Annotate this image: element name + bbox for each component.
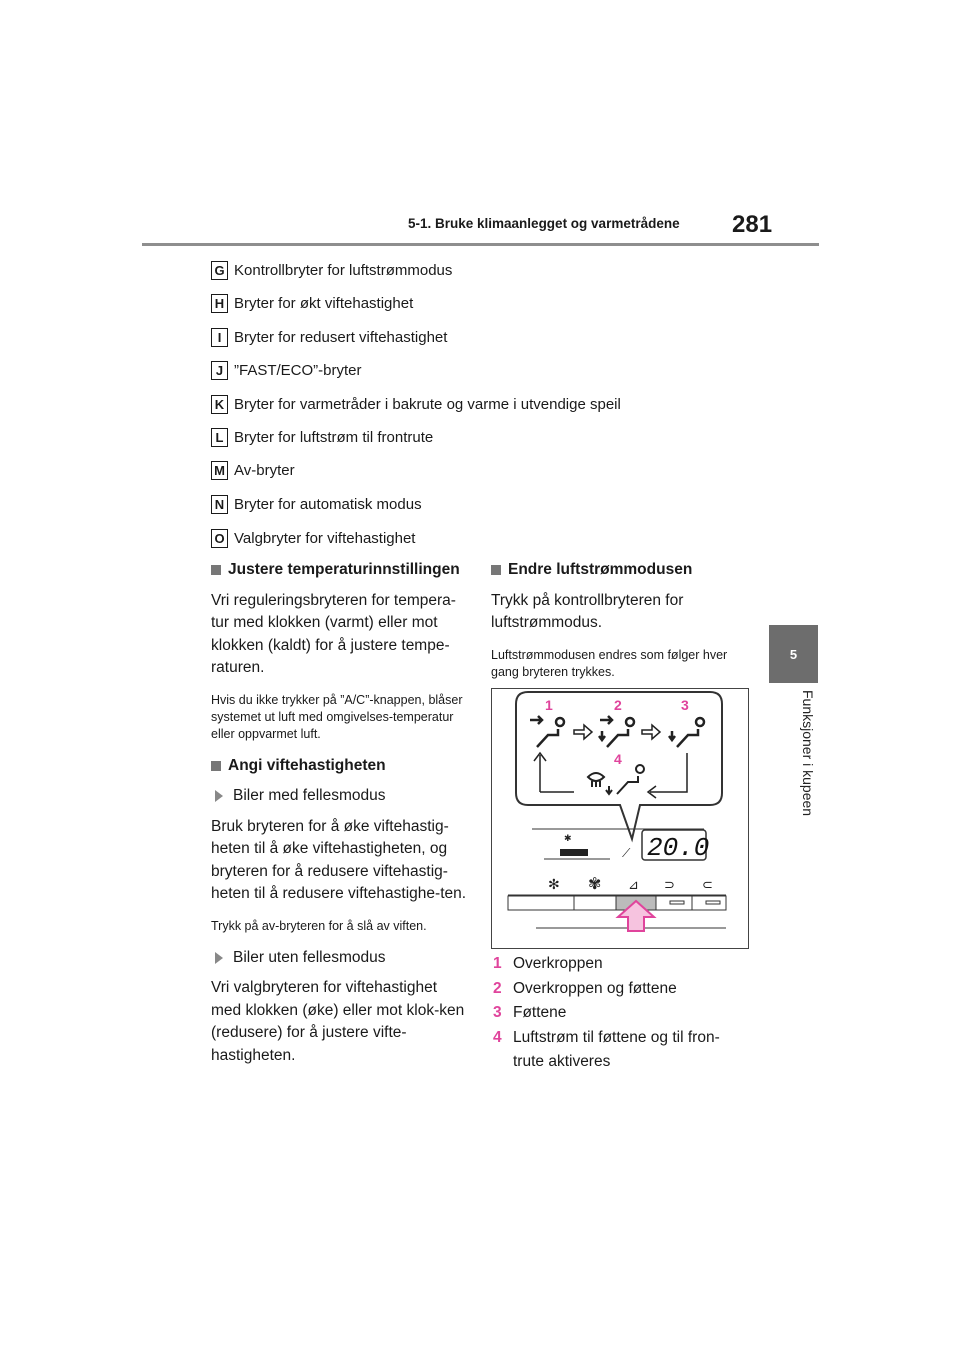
bullet-square-icon	[491, 565, 501, 575]
legend-item	[211, 325, 447, 349]
legend-item	[211, 258, 452, 282]
callout-number: 2	[614, 697, 622, 713]
legend-text: Bryter for varmetråder i bakrute og varme i utvendige speil	[234, 395, 621, 413]
header-divider	[142, 243, 819, 246]
note-text: Trykk på av-bryteren for å slå av viften.	[211, 918, 427, 933]
airflow-mode-icon: ⊿	[628, 877, 639, 892]
section-title: 5-1. Bruke klimaanlegget og varmetrådene	[408, 216, 680, 231]
callout-number: 4	[614, 751, 622, 767]
fan-icon: ✻	[548, 876, 560, 892]
key-label: N	[211, 495, 228, 514]
chapter-tab[interactable]: 5	[769, 625, 818, 683]
recirculate-icon: ⊃	[664, 877, 675, 892]
triangle-bullet-icon	[215, 790, 223, 802]
legend-text: Bryter for luftstrøm til frontrute	[234, 428, 434, 446]
body-text: Trykk på kontrollbryteren for luftstrømmodus.	[491, 591, 684, 631]
fan-small-icon: ✱	[564, 833, 572, 843]
section-heading: Justere temperaturinnstillingen	[211, 559, 467, 582]
callout-number: 1	[545, 697, 553, 713]
list-item: 4 Luftstrøm til føttene og til fron-trute aktiveres	[493, 1028, 720, 1070]
temperature-display: 20.0	[647, 833, 710, 863]
subheading: Biler uten fellesmodus	[211, 947, 467, 970]
legend-item	[211, 458, 295, 482]
callout-number: 3	[681, 697, 689, 713]
legend-item	[211, 492, 422, 516]
fresh-air-icon: ⊂	[702, 877, 713, 892]
legend-item	[211, 358, 362, 382]
fan-level-bars	[560, 849, 588, 856]
legend-item	[211, 291, 413, 315]
right-column	[491, 559, 747, 693]
legend-text: Bryter for redusert viftehastighet	[234, 328, 448, 346]
left-column	[211, 559, 467, 1079]
legend-text: Valgbryter for viftehastighet	[234, 529, 416, 547]
triangle-bullet-icon	[215, 952, 223, 964]
page-number: 281	[732, 211, 773, 238]
mode-indicator-icon: ⟋	[622, 846, 631, 860]
body-text: Vri valgbryteren for viftehastighet med klokken (øke) eller mot klok-ken (redusere) for å justere vifte-hastigheten.	[211, 979, 465, 1064]
list-item: 1 Overkroppen	[493, 955, 603, 972]
legend-text: ”FAST/ECO”-bryter	[234, 361, 362, 379]
key-label: G	[211, 261, 228, 280]
legend-text: Bryter for økt viftehastighet	[234, 294, 414, 312]
legend-item	[211, 425, 433, 449]
airflow-illustration	[492, 689, 748, 948]
key-label: H	[211, 294, 228, 313]
legend-text: Av-bryter	[234, 461, 295, 479]
key-label: M	[211, 461, 228, 480]
fan-large-icon: ✾	[588, 876, 602, 893]
bullet-square-icon	[211, 565, 221, 575]
key-label: O	[211, 529, 228, 548]
subheading: Biler med fellesmodus	[211, 785, 467, 808]
legend-item	[211, 526, 415, 550]
chapter-title: Funksjoner i kupeen	[800, 690, 816, 817]
key-label: K	[211, 395, 228, 414]
note-text: Hvis du ikke trykker på ”A/C”-knappen, blåser systemet ut luft med omgivelses-temperatur eller oppvarmet luft.	[211, 692, 463, 741]
key-label: J	[211, 361, 228, 380]
legend-text: Bryter for automatisk modus	[234, 495, 422, 513]
key-label: L	[211, 428, 228, 447]
legend-item	[211, 392, 621, 416]
note-text: Luftstrømmodusen endres som følger hver gang bryteren trykkes.	[491, 647, 728, 679]
key-label: I	[211, 328, 228, 347]
mode-list	[493, 952, 749, 1075]
section-heading: Angi viftehastigheten	[211, 755, 467, 778]
section-heading: Endre luftstrømmodusen	[491, 559, 747, 582]
legend-text: Kontrollbryter for luftstrømmodus	[234, 261, 453, 279]
airflow-mode-figure	[491, 688, 749, 949]
body-text: Vri reguleringsbryteren for tempera-tur med klokken (varmt) eller mot klokken (kaldt) for å justere tempe-raturen.	[211, 591, 456, 676]
list-item: 2 Overkroppen og føttene	[493, 979, 677, 997]
body-text: Bruk bryteren for å øke viftehastig-heten til å øke viftehastigheten, og bryteren for å redusere viftehastig-heten til å redusere viftehastighe-ten.	[211, 817, 467, 902]
bullet-square-icon	[211, 761, 221, 771]
list-item: 3 Føttene	[493, 1004, 567, 1021]
